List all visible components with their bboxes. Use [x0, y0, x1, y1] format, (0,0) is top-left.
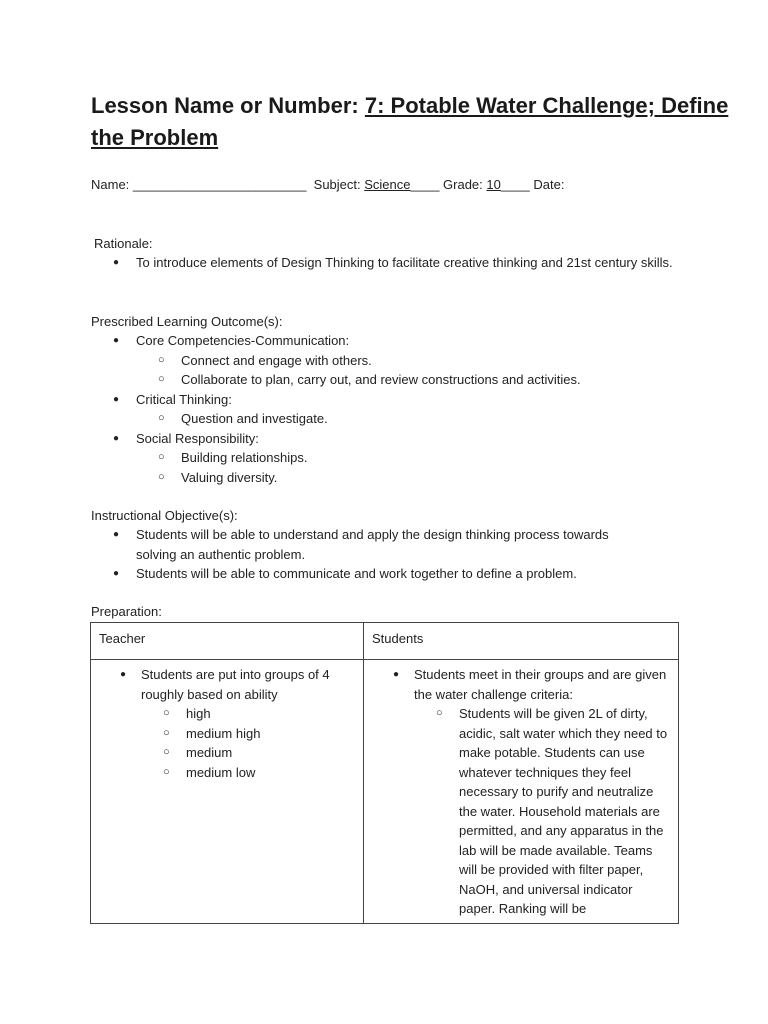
- teacher-cell: [91, 660, 364, 924]
- sub-list-item: ○ medium: [141, 743, 355, 763]
- sub-list-item: ○ Connect and engage with others.: [136, 351, 691, 371]
- lesson-title: [91, 90, 731, 154]
- list-item: [99, 665, 355, 782]
- rationale-label: Rationale:: [94, 236, 153, 251]
- list-item: ● Students will be able to understand and apply the design thinking process towards solving an authentic problem.: [91, 525, 651, 564]
- sub-list-item: ○ medium low: [141, 763, 355, 783]
- outcome-heading: Critical Thinking:: [136, 391, 232, 407]
- sub-list-item: ○ Question and investigate.: [136, 409, 691, 429]
- table-header-row: [91, 623, 679, 660]
- lesson-title-prefix: Lesson Name or Number:: [91, 93, 365, 118]
- grade-value: 10: [486, 177, 501, 192]
- list-item: [372, 665, 670, 919]
- preparation-label: Preparation:: [91, 604, 162, 619]
- subject-trail: ____: [410, 177, 440, 192]
- sub-list-item: ○ Collaborate to plan, carry out, and review constructions and activities.: [136, 370, 691, 390]
- sub-list: [136, 448, 691, 487]
- name-label: Name:: [91, 177, 133, 192]
- header-teacher: Teacher: [91, 623, 364, 660]
- outcomes-list: [91, 331, 691, 487]
- list-item: [91, 429, 691, 488]
- objectives-label: Instructional Objective(s):: [91, 508, 238, 523]
- lesson-meta-line: [91, 176, 564, 194]
- table-row: [91, 660, 679, 924]
- sub-list-item: ○ medium high: [141, 724, 355, 744]
- grade-trail: ____: [500, 177, 530, 192]
- outcome-heading: Core Competencies-Communication:: [136, 333, 350, 348]
- teacher-list: [99, 665, 355, 782]
- students-list: [372, 665, 670, 919]
- sub-list: [136, 409, 691, 429]
- outcomes-label: Prescribed Learning Outcome(s):: [91, 314, 283, 329]
- sub-list: [141, 704, 355, 782]
- lesson-title-name: 7: Potable Water Challenge; Define the Problem: [91, 93, 729, 150]
- subject-value: Science: [364, 177, 411, 192]
- header-students: Students: [364, 623, 679, 660]
- grade-label: Grade:: [439, 177, 487, 192]
- list-item: [91, 390, 691, 429]
- rationale-list: [91, 253, 691, 273]
- sub-list-item: ○ high: [141, 704, 355, 724]
- list-item: [91, 331, 691, 390]
- preparation-table: [90, 622, 679, 924]
- sub-list: [136, 351, 691, 390]
- objectives-list: [91, 525, 651, 584]
- teacher-item-text: Students are put into groups of 4 roughly based on ability: [141, 667, 330, 702]
- subject-label: Subject:: [306, 177, 365, 192]
- sub-list-item: ○ Valuing diversity.: [136, 468, 691, 488]
- students-cell: [364, 660, 679, 924]
- list-item: ● Students will be able to communicate and work together to define a problem.: [91, 564, 651, 584]
- outcome-heading: Social Responsibility:: [136, 430, 259, 446]
- students-item-text: Students meet in their groups and are given the water challenge criteria:: [414, 667, 667, 702]
- sub-list-item: ○ Students will be given 2L of dirty, acidic, salt water which they need to make potable. Students can use whatever techniques they feel necessary to purify and neutralize the water. Household materials are permitted, and any apparatus in the lab will be made available. Teams will be provided with filter paper, NaOH, and universal indicator paper. Ranking will be: [414, 704, 670, 919]
- sub-list: [414, 704, 670, 919]
- list-item: ● To introduce elements of Design Thinking to facilitate creative thinking and 21st century skills.: [91, 253, 691, 273]
- name-blank: ________________________: [132, 177, 307, 192]
- date-label: Date:: [529, 177, 565, 192]
- sub-list-item: ○ Building relationships.: [136, 448, 691, 468]
